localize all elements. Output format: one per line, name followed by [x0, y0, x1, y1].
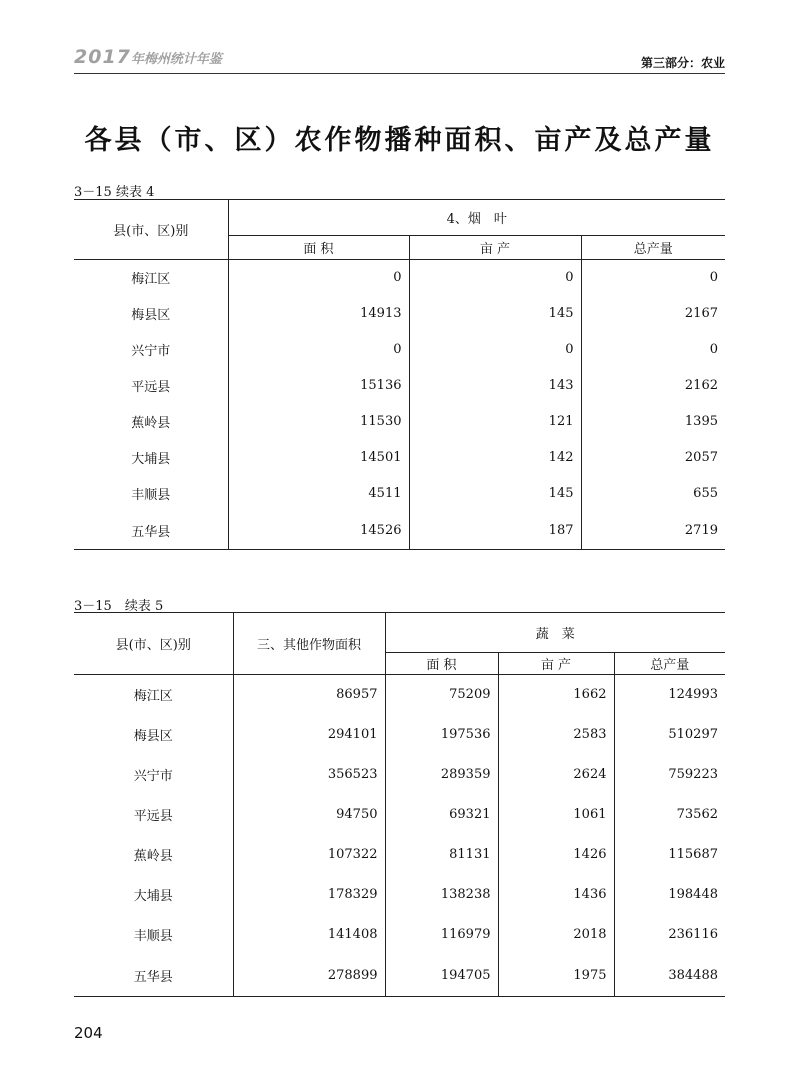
table-row: [74, 755, 725, 795]
table2: [74, 612, 725, 997]
table-row: [74, 512, 725, 550]
cell: 510297: [614, 715, 725, 755]
cell: 278899: [233, 955, 385, 997]
row-label: 五华县: [74, 512, 228, 550]
row-label: 梅江区: [133, 689, 173, 705]
cell: 81131: [385, 835, 498, 875]
cell: 2719: [581, 512, 725, 550]
cell: 236116: [614, 915, 725, 955]
table1-col-area: 面 积: [228, 236, 409, 260]
cell: 1975: [498, 955, 614, 997]
cell: 1662: [498, 675, 614, 715]
cell: 289359: [385, 755, 498, 795]
cell: 2162: [581, 368, 725, 404]
cell: 145: [409, 476, 581, 512]
table2-group-header: 蔬 菜: [385, 613, 725, 653]
cell: 194705: [385, 955, 498, 997]
cell: 0: [581, 332, 725, 368]
row-label: 梅县区: [133, 729, 173, 744]
table-row: [74, 795, 725, 835]
cell: 0: [409, 260, 581, 296]
row-label: 丰顺县: [131, 488, 171, 503]
table-row: [74, 835, 725, 875]
header-book-title: 年梅州统计年鉴: [130, 52, 222, 67]
cell: 14913: [228, 296, 409, 332]
table2-other-crops-header: 三、其他作物面积: [233, 613, 385, 675]
row-label: 平远县: [131, 380, 171, 395]
cell: 116979: [385, 915, 498, 955]
table2-col-area: 面 积: [385, 653, 498, 675]
cell: 198448: [614, 875, 725, 915]
cell: 124993: [614, 675, 725, 715]
table2-caption: 3－15 续表 5: [74, 599, 164, 614]
cell: 14501: [228, 440, 409, 476]
cell: 0: [228, 332, 409, 368]
table-row: [74, 404, 725, 440]
cell: 2018: [498, 915, 614, 955]
cell: 187: [409, 512, 581, 550]
cell: 2583: [498, 715, 614, 755]
table1: [74, 199, 725, 550]
row-label: 梅县区: [131, 308, 171, 323]
table1-region-header: 县(市、区)别: [74, 200, 228, 260]
row-label: 大埔县: [131, 452, 171, 467]
cell: 121: [409, 404, 581, 440]
table-row: [74, 915, 725, 955]
row-label: 五华县: [74, 955, 233, 997]
cell: 11530: [228, 404, 409, 440]
cell: 1426: [498, 835, 614, 875]
cell: 141408: [233, 915, 385, 955]
yearbook-header: [74, 46, 222, 68]
cell: 1436: [498, 875, 614, 915]
table1-col-yield: 亩 产: [409, 236, 581, 260]
header-rule: [74, 73, 725, 74]
table-row: [74, 875, 725, 915]
table-row: [74, 368, 725, 404]
page-number: 204: [74, 1024, 103, 1042]
cell: 759223: [614, 755, 725, 795]
cell: 15136: [228, 368, 409, 404]
table1-col-output: 总产量: [581, 236, 725, 260]
row-label: 蕉岭县: [133, 849, 173, 864]
cell: 143: [409, 368, 581, 404]
cell: 384488: [614, 955, 725, 997]
cell: 197536: [385, 715, 498, 755]
cell: 115687: [614, 835, 725, 875]
cell: 69321: [385, 795, 498, 835]
cell: 94750: [233, 795, 385, 835]
table-row: [74, 955, 725, 997]
page-title: 各县（市、区）农作物播种面积、亩产及总产量: [84, 125, 715, 156]
table2-col-output: 总产量: [614, 653, 725, 675]
table-row: [74, 715, 725, 755]
cell: 1395: [581, 404, 725, 440]
header-section: 第三部分：农业: [640, 56, 725, 70]
table-row: [74, 296, 725, 332]
cell: 138238: [385, 875, 498, 915]
cell: 0: [409, 332, 581, 368]
cell: 75209: [385, 675, 498, 715]
header-year: 2017: [74, 46, 131, 68]
cell: 4511: [228, 476, 409, 512]
cell: 2167: [581, 296, 725, 332]
cell: 145: [409, 296, 581, 332]
table2-region-header: 县(市、区)别: [74, 613, 233, 675]
row-label: 大埔县: [133, 889, 173, 904]
cell: 14526: [228, 512, 409, 550]
row-label: 兴宁市: [131, 344, 171, 359]
row-label: 兴宁市: [133, 769, 173, 784]
cell: 107322: [233, 835, 385, 875]
row-label: 平远县: [133, 809, 173, 824]
table-row: [74, 440, 725, 476]
table-row: [74, 476, 725, 512]
cell: 178329: [233, 875, 385, 915]
cell: 655: [581, 476, 725, 512]
cell: 142: [409, 440, 581, 476]
cell: 356523: [233, 755, 385, 795]
cell: 2057: [581, 440, 725, 476]
cell: 2624: [498, 755, 614, 795]
row-label: 丰顺县: [133, 929, 173, 944]
cell: 86957: [233, 675, 385, 715]
cell: 0: [228, 260, 409, 296]
cell: 0: [581, 260, 725, 296]
table-row: [74, 260, 725, 296]
table2-col-yield: 亩 产: [498, 653, 614, 675]
table-row: [74, 332, 725, 368]
cell: 73562: [614, 795, 725, 835]
table-row: [74, 675, 725, 715]
row-label: 梅江区: [131, 272, 171, 288]
cell: 294101: [233, 715, 385, 755]
table1-caption: 3－15 续表 4: [74, 185, 155, 200]
table1-group-header: 4、烟 叶: [228, 200, 725, 236]
row-label: 蕉岭县: [131, 416, 171, 431]
cell: 1061: [498, 795, 614, 835]
